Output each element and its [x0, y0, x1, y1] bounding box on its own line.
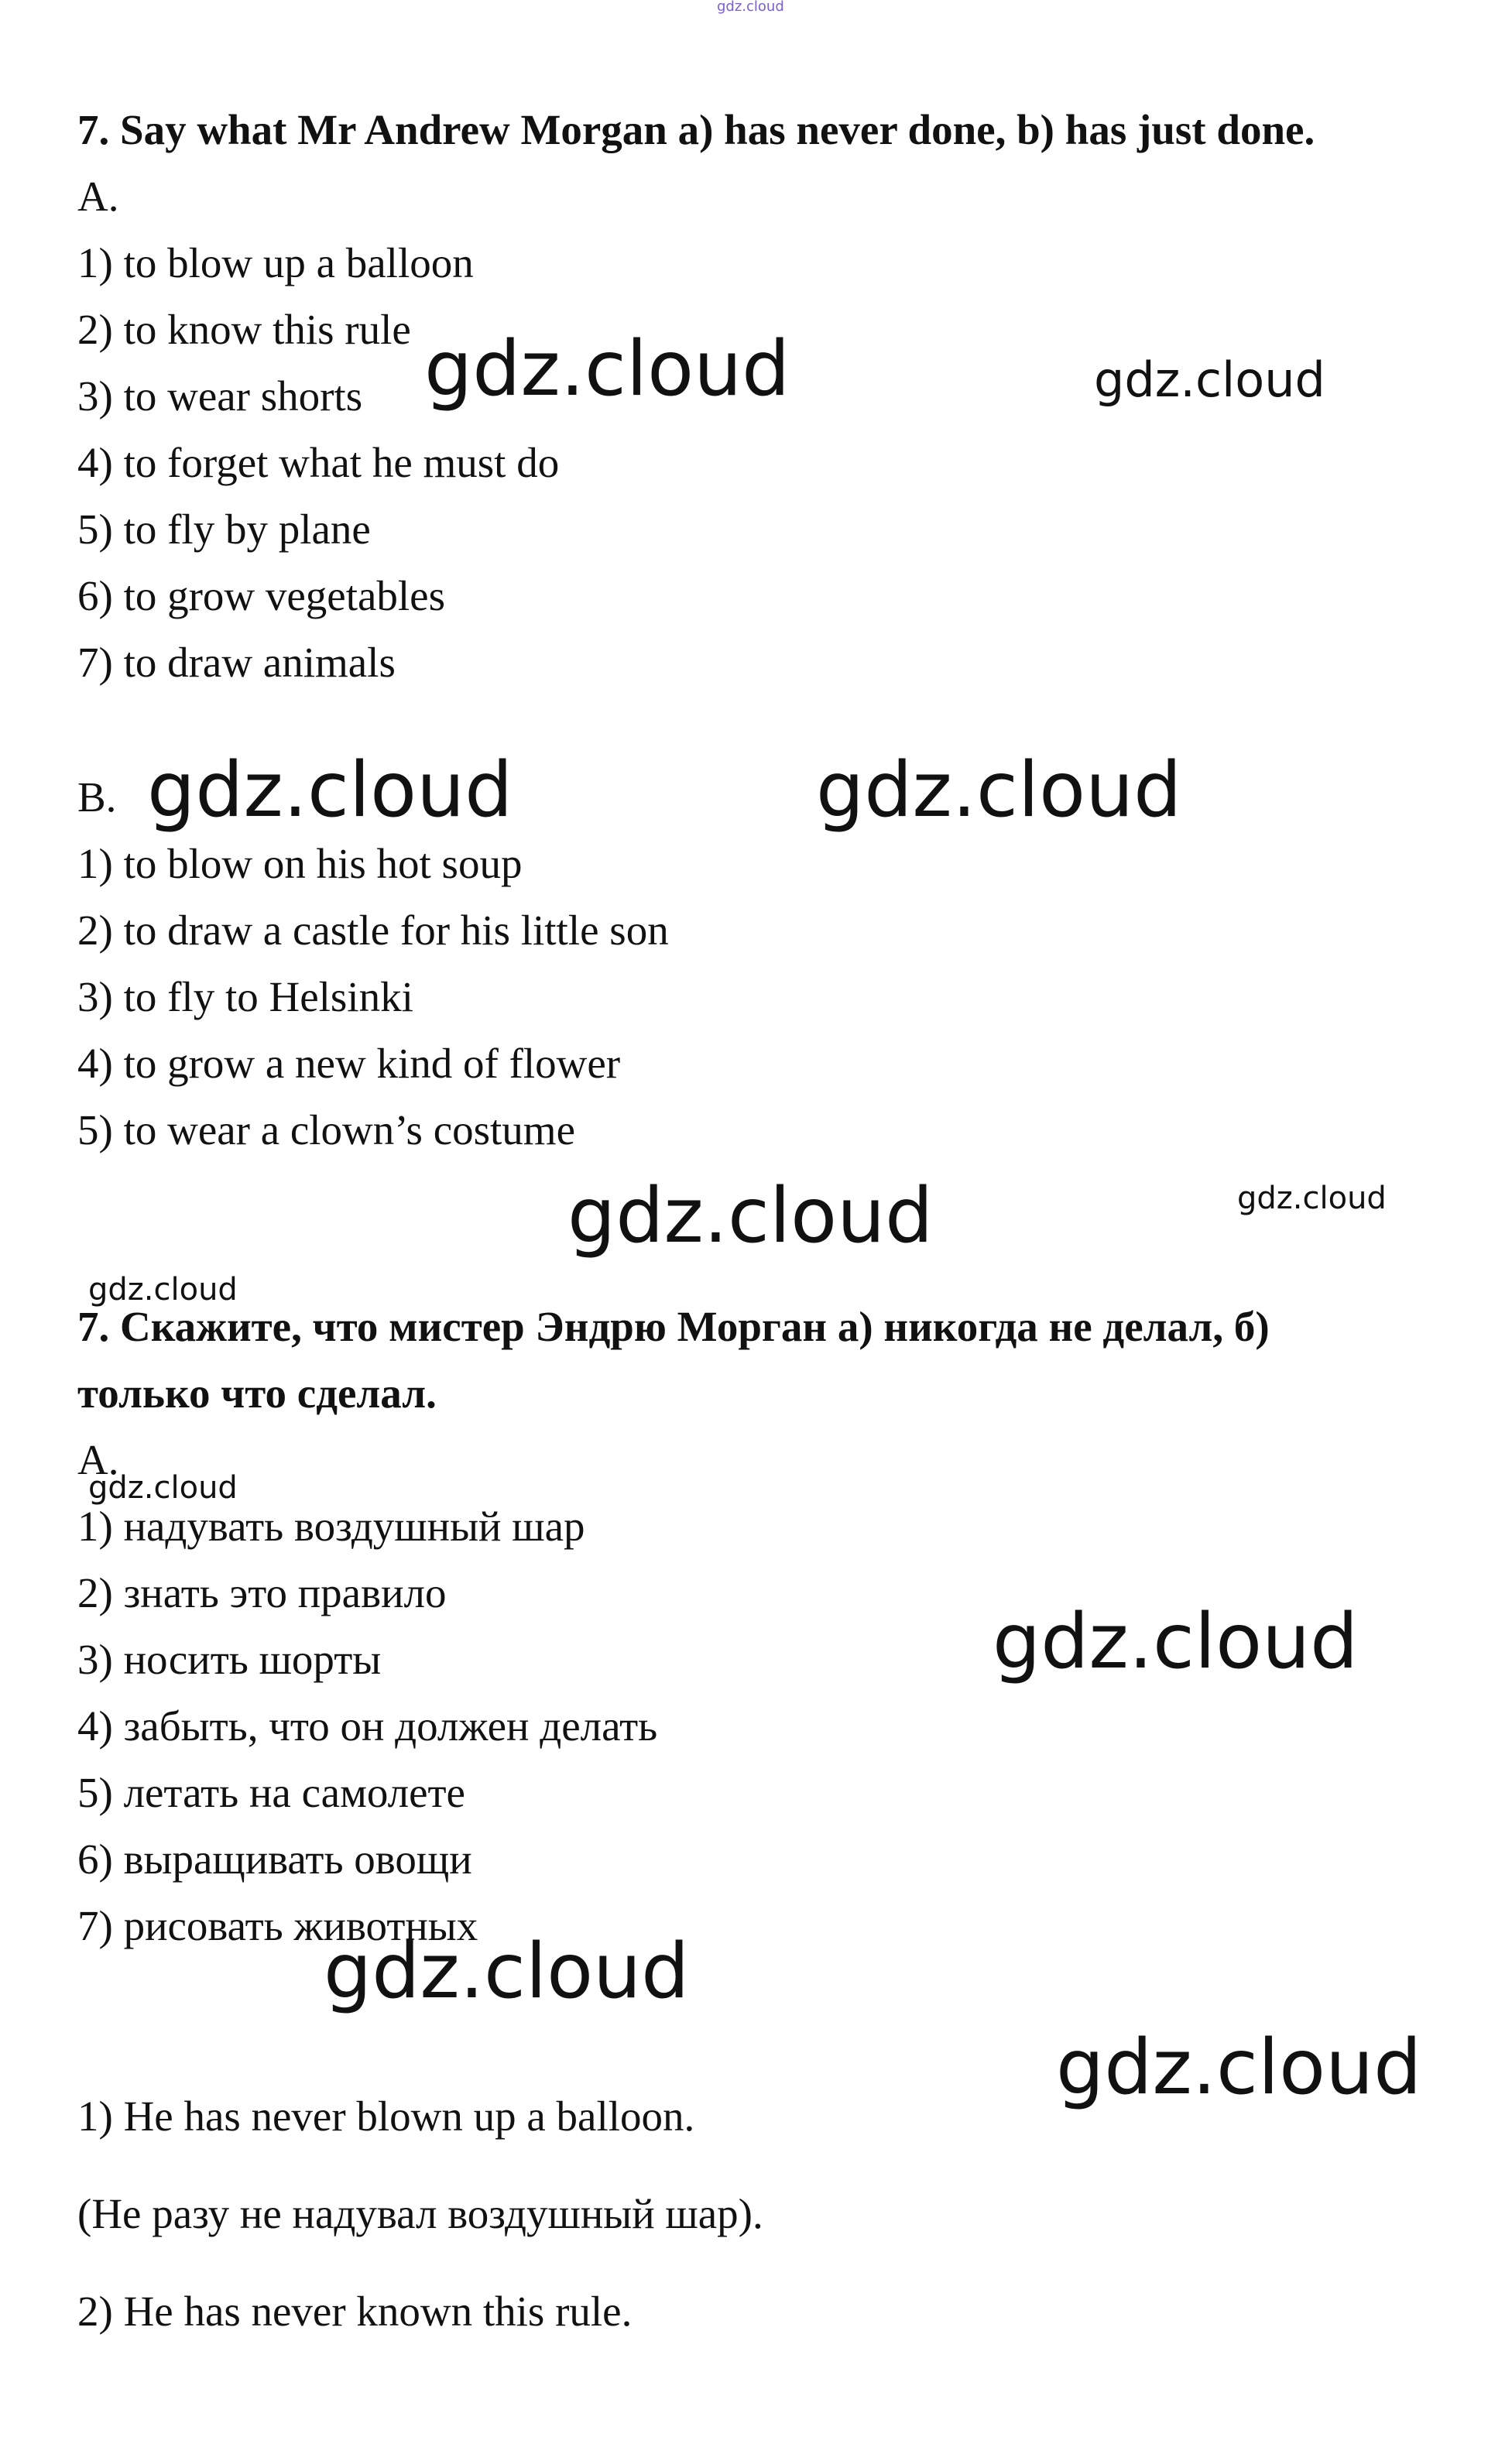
exercise-title-en: 7. Say what Mr Andrew Morgan a) has never done, b) has just done. [77, 106, 1315, 153]
exercise-title-ru-line2: только что сделал. [77, 1369, 437, 1417]
watermark: gdz.cloud [816, 746, 1182, 835]
watermark: gdz.cloud [88, 1470, 238, 1506]
list-item: 5) to fly by plane [77, 506, 371, 553]
answer-line: 2) He has never known this rule. [77, 2288, 633, 2335]
list-item: 7) to draw animals [77, 639, 396, 686]
list-item: 4) забыть, что он должен делать [77, 1702, 658, 1750]
list-item: 4) to forget what he must do [77, 439, 560, 486]
list-item: 4) to grow a new kind of flower [77, 1040, 621, 1087]
watermark: gdz.cloud [567, 1172, 934, 1260]
part-a-label-ru: А. [77, 1436, 119, 1483]
exercise-title-ru-line1: 7. Скажите, что мистер Эндрю Морган а) никогда не делал, б) [77, 1303, 1270, 1350]
part-b-label-en: B. [77, 773, 117, 821]
answer-line: 1) He has never blown up a balloon. [77, 2093, 695, 2140]
list-item: 2) to know this rule [77, 306, 411, 353]
list-item: 1) to blow on his hot soup [77, 840, 523, 887]
list-item: 6) to grow vegetables [77, 572, 445, 619]
list-item: 6) выращивать овощи [77, 1835, 472, 1883]
list-item: 5) летать на самолете [77, 1769, 465, 1816]
watermark: gdz.cloud [993, 1598, 1359, 1686]
list-item: 1) to blow up a balloon [77, 239, 474, 286]
watermark: gdz.cloud [324, 1928, 690, 2016]
list-item: 2) to draw a castle for his little son [77, 907, 669, 954]
answer-line: (Не разу не надувал воздушный шар). [77, 2190, 763, 2237]
watermark: gdz.cloud [88, 1272, 238, 1308]
watermark: gdz.cloud [1056, 2024, 1422, 2112]
list-item: 3) to fly to Helsinki [77, 973, 413, 1020]
list-item: 3) носить шорты [77, 1636, 382, 1683]
list-item: 7) рисовать животных [77, 1902, 478, 1949]
list-item: 3) to wear shorts [77, 372, 363, 420]
watermark: gdz.cloud [1094, 351, 1325, 408]
list-item: 2) знать это правило [77, 1569, 447, 1616]
watermark: gdz.cloud [717, 0, 784, 15]
part-a-label-en: A. [77, 173, 119, 220]
list-item: 1) надувать воздушный шар [77, 1503, 585, 1550]
watermark: gdz.cloud [147, 746, 513, 835]
list-item: 5) to wear a clown’s costume [77, 1106, 576, 1153]
watermark: gdz.cloud [1237, 1181, 1387, 1216]
watermark: gdz.cloud [424, 325, 790, 413]
